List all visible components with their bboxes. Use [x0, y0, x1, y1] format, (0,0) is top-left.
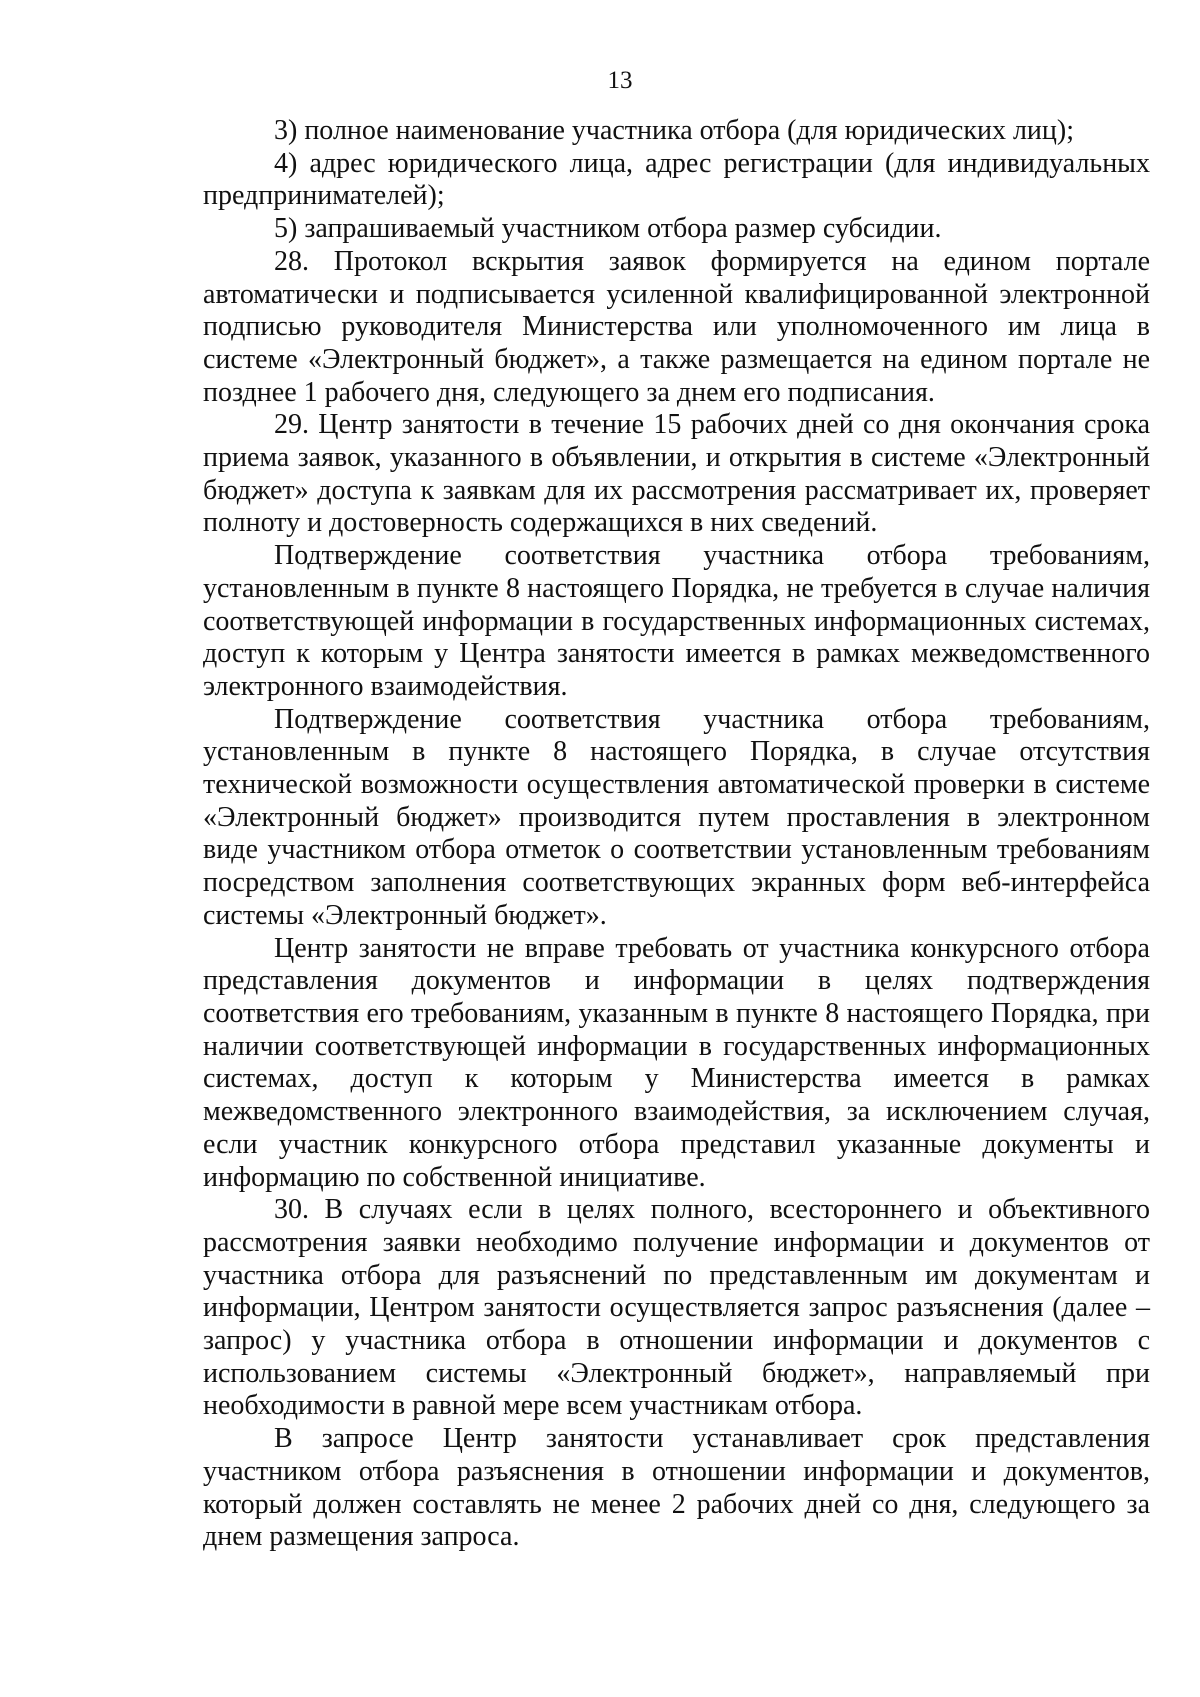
- paragraph-no-document-requests: Центр занятости не вправе требовать от участника конкурсного отбора представления документов и информации в целях подтверждения соответствия его требованиям, указанным в пункте 8 настоящего Порядка, при наличии соответствующей информации в государственных информационных системах, доступ к которым у Министерства имеется в рамках межведомственного электронного взаимодействия, за исключением случая, если участник конкурсного отбора представил указанные документы и информацию по собственной инициативе.: [203, 932, 1150, 1193]
- page-number: 13: [607, 67, 633, 94]
- paragraph-item-3: 3) полное наименование участника отбора (для юридических лиц);: [274, 115, 1074, 146]
- paragraph-item-5: 5) запрашиваемый участником отбора размер субсидии.: [274, 213, 942, 245]
- paragraph-confirmation-not-required: Подтверждение соответствия участника отбора требованиям, установленным в пункте 8 настоящего Порядка, не требуется в случае наличия соответствующей информации в государственных информационных системах, доступ к которым у Центра занятости имеется в рамках межведомственного электронного взаимодействия.: [203, 540, 1150, 702]
- paragraph-confirmation-manual: Подтверждение соответствия участника отбора требованиям, установленным в пункте 8 настоящего Порядка, в случае отсутствия технической возможности осуществления автоматической проверки в системе «Электронный бюджет» производится путем проставления в электронном виде участником отбора отметок о соответствии установленным требованиям посредством заполнения соответствующих экранных форм веб-интерфейса системы «Электронный бюджет».: [203, 703, 1150, 931]
- document-body: [203, 115, 1150, 1554]
- paragraph-clause-29: 29. Центр занятости в течение 15 рабочих дней со дня окончания срока приема заявок, указанного в объявлении, и открытия в системе «Электронный бюджет» доступа к заявкам для их рассмотрения рассматривает их, проверяет полноту и достоверность содержащихся в них сведений.: [203, 409, 1150, 539]
- paragraph-request-deadline: В запросе Центр занятости устанавливает срок представления участником отбора разъяснения в отношении информации и документов, который должен составлять не менее 2 рабочих дней со дня, следующего за днем размещения запроса.: [203, 1423, 1150, 1553]
- paragraph-clause-30: 30. В случаях если в целях полного, всестороннего и объективного рассмотрения заявки необходимо получение информации и документов от участника отбора для разъяснений по представленным им документам и информации, Центром занятости осуществляется запрос разъяснения (далее – запрос) у участника отбора в отношении информации и документов с использованием системы «Электронный бюджет», направляемый при необходимости в равной мере всем участникам отбора.: [203, 1194, 1150, 1422]
- paragraph-clause-28: 28. Протокол вскрытия заявок формируется на едином портале автоматически и подписывается усиленной квалифицированной электронной подписью руководителя Министерства или уполномоченного им лица в системе «Электронный бюджет», а также размещается на едином портале не позднее 1 рабочего дня, следующего за днем его подписания.: [203, 245, 1150, 408]
- paragraph-item-4: 4) адрес юридического лица, адрес регистрации (для индивидуальных предпринимателей);: [203, 147, 1150, 212]
